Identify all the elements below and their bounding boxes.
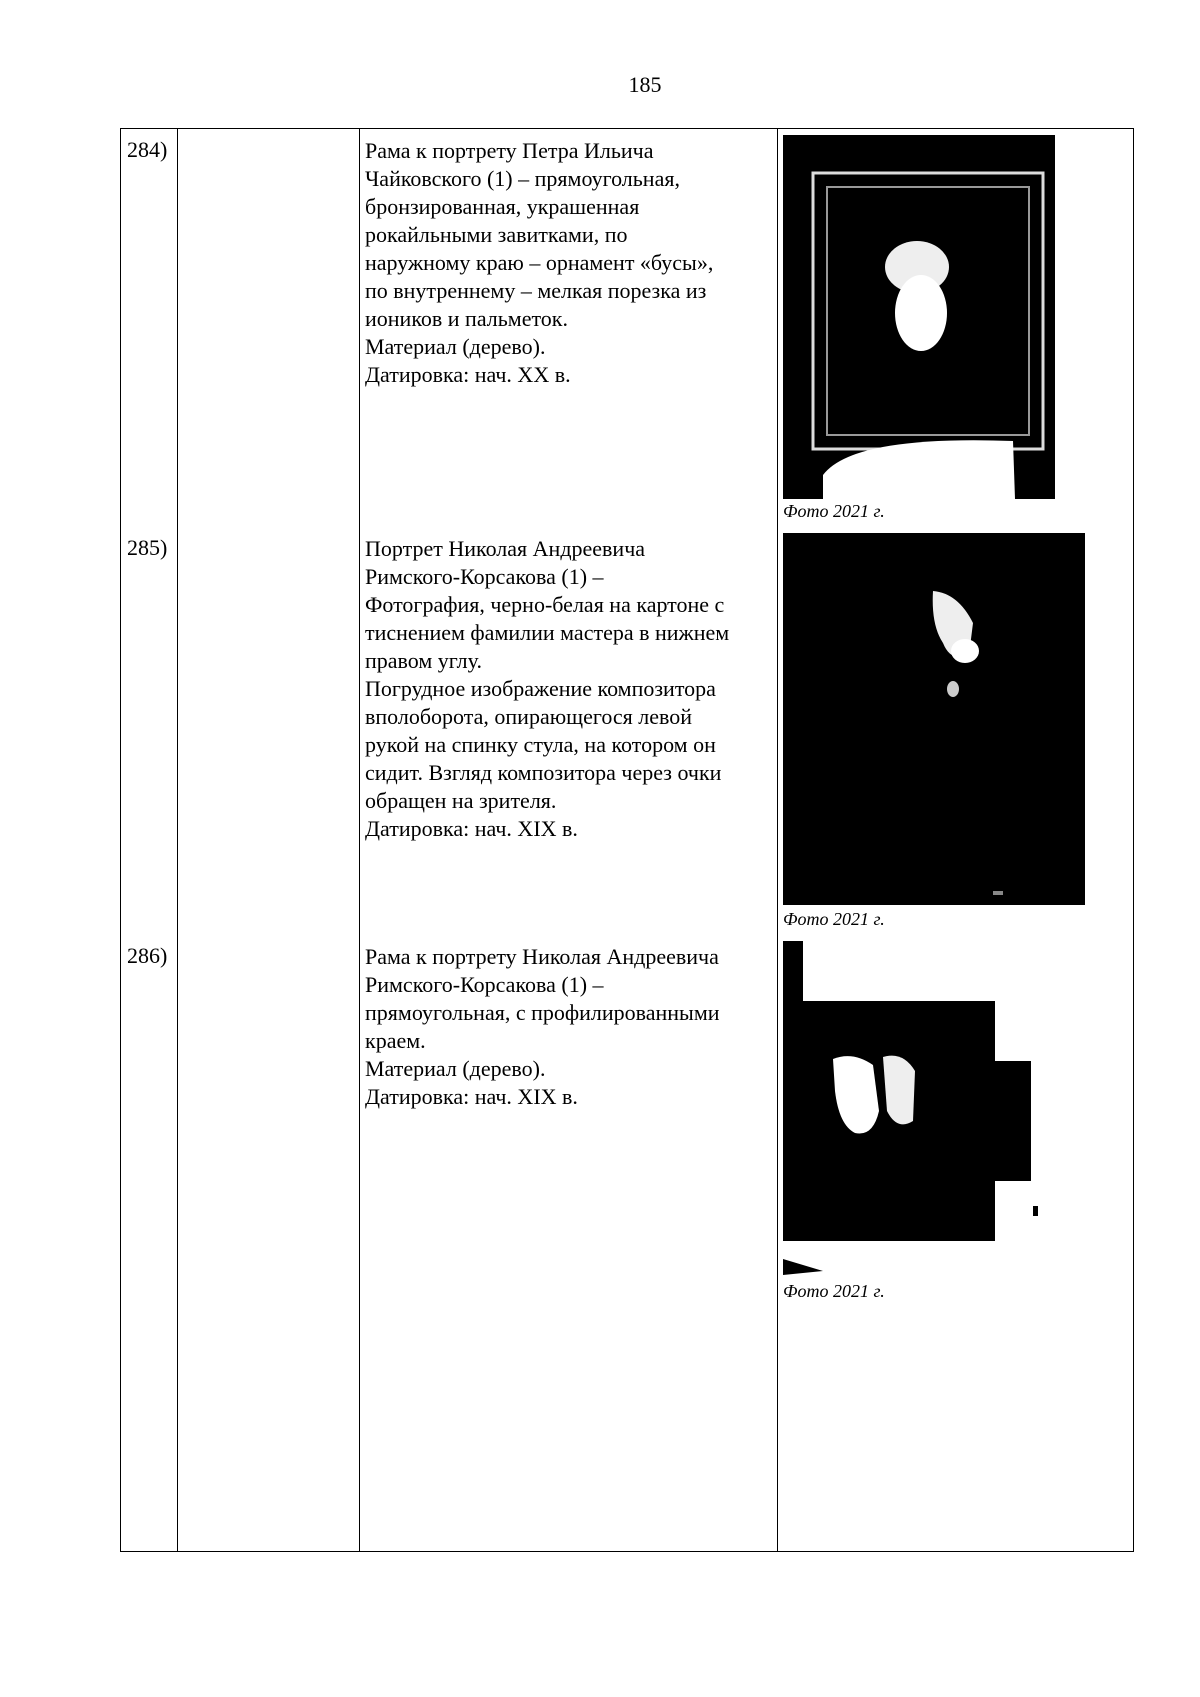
page-number: 185 — [628, 72, 662, 97]
description-line: Материал (дерево). — [365, 334, 546, 359]
column-divider — [177, 129, 178, 1551]
description-line: Материал (дерево). — [365, 1056, 546, 1081]
entry-number: 285) — [127, 535, 168, 560]
description-line: Чайковского (1) – прямоугольная, — [365, 166, 680, 191]
description-line: Рама к портрету Николая Андреевича — [365, 944, 719, 969]
description-line: Датировка: нач. XIX в. — [365, 1084, 578, 1109]
catalog-table — [120, 128, 1134, 1552]
entry-description — [365, 535, 783, 843]
description-line: сидит. Взгляд композитора через очки — [365, 760, 722, 785]
photo-portrait-rimsky-korsakov — [783, 533, 1085, 905]
photo-caption: Фото 2021 г. — [783, 909, 885, 929]
description-line: Датировка: нач. XIX в. — [365, 816, 578, 841]
description-line: правом углу. — [365, 648, 482, 673]
description-line: Погрудное изображение композитора — [365, 676, 716, 701]
description-line: бронзированная, украшенная — [365, 194, 640, 219]
description-line: наружному краю – орнамент «бусы», — [365, 250, 714, 275]
description-line: Римского-Корсакова (1) – — [365, 564, 604, 589]
description-line: рокайльными завитками, по — [365, 222, 628, 247]
description-line: тиснением фамилии мастера в нижнем — [365, 620, 730, 645]
description-line: вполоборота, опирающегося левой — [365, 704, 693, 729]
description-line: иоников и пальметок. — [365, 306, 568, 331]
entry-number: 286) — [127, 943, 168, 968]
description-line: Датировка: нач. XX в. — [365, 362, 571, 387]
column-divider — [359, 129, 360, 1551]
photo-frame-tchaikovsky — [783, 135, 1055, 499]
photo-frame-rimsky-korsakov — [783, 941, 1045, 1281]
description-line: Римского-Корсакова (1) – — [365, 972, 604, 997]
photo-caption: Фото 2021 г. — [783, 501, 885, 521]
photo-caption: Фото 2021 г. — [783, 1281, 885, 1301]
description-line: обращен на зрителя. — [365, 788, 557, 813]
entry-number: 284) — [127, 137, 168, 162]
entry-description — [365, 943, 783, 1111]
description-line: Фотография, черно-белая на картоне с — [365, 592, 725, 617]
description-line: Рама к портрету Петра Ильича — [365, 138, 654, 163]
description-line: рукой на спинку стула, на котором он — [365, 732, 716, 757]
description-line: прямоугольная, с профилированными — [365, 1000, 720, 1025]
entry-description — [365, 137, 783, 389]
description-line: Портрет Николая Андреевича — [365, 536, 646, 561]
description-line: краем. — [365, 1028, 426, 1053]
description-line: по внутреннему – мелкая порезка из — [365, 278, 707, 303]
